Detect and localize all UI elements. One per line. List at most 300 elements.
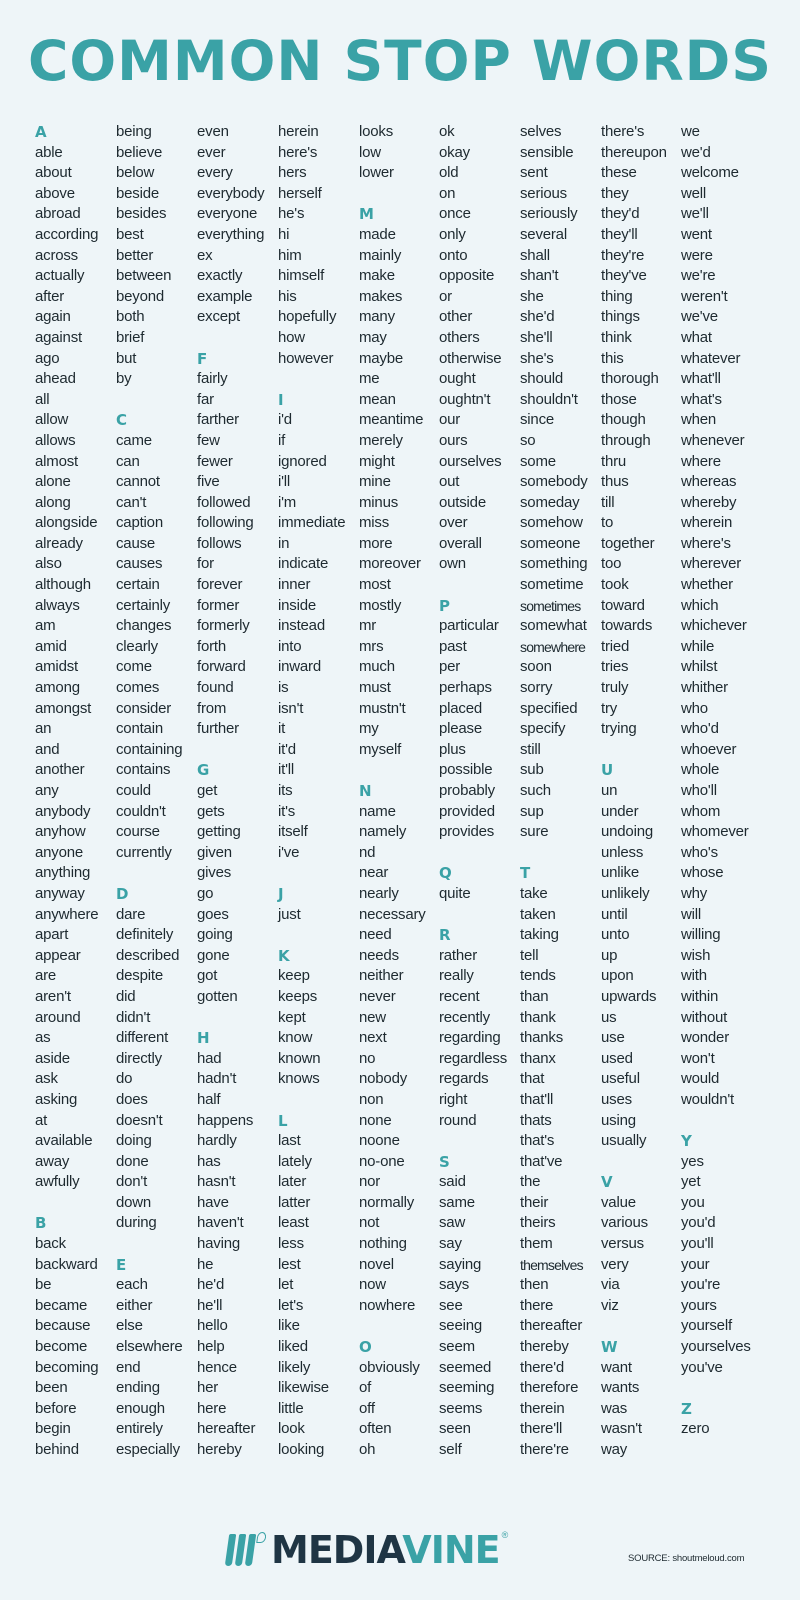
stop-word: had [197,1049,222,1067]
stop-word: too [601,555,622,573]
stop-word: its [278,782,293,799]
stop-word: i'll [278,473,291,491]
stop-word: hers [278,164,307,182]
stop-word: already [35,534,83,552]
stop-word: could [116,782,151,799]
stop-word: goes [197,905,229,923]
stop-word: whom [681,802,721,820]
stop-word: us [601,1008,617,1026]
stop-word: for [197,555,214,573]
stop-word: allows [35,431,76,449]
stop-word: several [520,225,567,243]
stop-word: because [35,1317,91,1335]
stop-word: back [35,1235,66,1253]
stop-word: himself [278,267,325,285]
stop-word: meantime [359,411,424,429]
stop-word: thereupon [601,143,667,161]
stop-word: yours [681,1296,717,1314]
stop-word: couldn't [116,802,166,820]
stop-word: whilst [681,658,718,676]
letter-heading: Z [681,1399,692,1418]
letter-heading: C [116,411,127,430]
word-column [601,122,681,1461]
stop-word: again [35,308,71,326]
stop-word: you [681,1193,705,1211]
stop-word: old [439,164,459,182]
stop-word: specify [520,720,566,738]
stop-word: that'll [520,1090,554,1108]
stop-word: believe [116,143,163,161]
stop-word: he [197,1255,214,1273]
stop-word: moreover [359,555,421,573]
stop-word: i'm [278,493,297,511]
spacer [197,740,278,761]
letter-heading: R [439,926,451,945]
stop-word: whose [681,864,724,882]
stop-word: actually [35,267,85,285]
spacer [35,1193,116,1214]
stop-word: near [359,864,389,882]
stop-word: least [278,1214,309,1232]
stop-word: whether [681,576,733,594]
stop-word: sure [520,823,549,841]
stop-word: selves [520,123,562,140]
stop-word: it'd [278,740,296,758]
stop-word: what's [681,390,722,408]
stop-word: further [197,720,239,738]
stop-word: who [681,699,708,717]
stop-word: with [681,967,707,985]
stop-word: of [359,1379,372,1397]
letter-heading: H [197,1029,210,1048]
stop-word: thru [601,452,627,470]
stop-word: those [601,390,637,408]
stop-word: minus [359,493,399,511]
stop-word: here [197,1399,227,1417]
stop-word: directly [116,1049,162,1067]
stop-word: want [601,1358,632,1376]
stop-word: since [520,411,555,429]
word-column [35,122,116,1461]
spacer [278,1090,359,1111]
stop-word: whichever [681,617,747,635]
stop-word: way [601,1441,628,1458]
spacer [359,184,439,205]
stop-word: he'd [197,1276,225,1294]
stop-word: very [601,1255,629,1273]
stop-word: apart [35,926,69,944]
stop-word: your [681,1255,710,1273]
stop-word: none [359,1111,392,1129]
stop-word: undoing [601,823,653,841]
stop-word: yet [681,1173,701,1191]
stop-word: anyone [35,843,84,861]
stop-word: now [359,1276,386,1294]
source-credit: SOURCE: shoutmeloud.com [628,1553,745,1564]
letter-heading: P [439,596,450,615]
stop-word: how [278,328,305,346]
stop-word: across [35,246,78,264]
stop-word: isn't [278,699,304,717]
stop-word: down [116,1193,152,1211]
stop-word: keeps [278,987,318,1005]
stop-word: following [197,514,254,532]
letter-heading: Y [681,1132,692,1151]
spacer [278,925,359,946]
stop-word: saying [439,1255,482,1273]
stop-word: need [359,926,392,944]
stop-word: me [359,370,380,388]
stop-word: away [35,1152,70,1170]
stop-word: try [601,699,618,717]
letter-heading: J [278,884,284,903]
stop-word: always [35,596,80,614]
stop-word: didn't [116,1008,151,1026]
stop-word: recent [439,987,480,1005]
stop-word: seeming [439,1379,495,1397]
logo-text-vine: VINE [402,1528,500,1572]
stop-word: name [359,802,396,820]
spacer [439,905,520,926]
stop-word: willing [681,926,721,944]
stop-word: behind [35,1441,79,1458]
stop-word: else [116,1317,143,1335]
word-column [681,122,771,1461]
stop-word: seem [439,1338,475,1356]
stop-word: elsewhere [116,1338,183,1356]
stop-word: thing [601,287,633,305]
letter-heading: M [359,205,374,224]
stop-word: they're [601,246,645,264]
stop-word: haven't [197,1214,244,1232]
stop-word: maybe [359,349,404,367]
stop-word: we'll [681,205,709,223]
stop-word: sorry [520,679,553,697]
stop-word: together [601,534,655,552]
stop-word: except [197,308,240,326]
stop-word: welcome [681,164,739,182]
stop-word: ok [439,123,455,140]
stop-word: latter [278,1193,311,1211]
stop-word: normally [359,1193,415,1211]
stop-word: tell [520,946,539,964]
stop-word: that've [520,1152,563,1170]
stop-word: especially [116,1441,180,1458]
stop-word: no [359,1049,376,1067]
stop-word: hereby [197,1441,242,1458]
stop-word: nothing [359,1235,407,1253]
stop-word: zero [681,1420,710,1438]
stop-word: end [116,1358,141,1376]
stop-word: into [278,637,302,655]
stop-word: was [601,1399,628,1417]
stop-word: no-one [359,1152,405,1170]
stop-word: such [520,782,551,799]
stop-word: mrs [359,637,384,655]
stop-word: yes [681,1152,704,1170]
stop-word: causes [116,555,163,573]
stop-word: everyone [197,205,258,223]
stop-word: became [35,1296,88,1314]
stop-word: plus [439,740,466,758]
stop-word: nor [359,1173,381,1191]
stop-word: allow [35,411,69,429]
stop-word: been [35,1379,68,1397]
stop-word: things [601,308,640,326]
spacer [520,843,601,864]
stop-word: theirs [520,1214,556,1232]
stop-word: let's [278,1296,304,1314]
stop-word: seemed [439,1358,492,1376]
stop-word: miss [359,514,390,532]
stop-word: contain [116,720,163,738]
stop-word: have [197,1193,229,1211]
stop-word: does [116,1090,148,1108]
stop-word: wants [601,1379,640,1397]
stop-word: onto [439,246,468,264]
stop-word: while [681,637,715,655]
stop-word: thank [520,1008,556,1026]
stop-word: below [116,164,155,182]
stop-word: described [116,946,180,964]
stop-word: yourself [681,1317,732,1335]
stop-word: perhaps [439,679,492,697]
stop-word: less [278,1235,304,1253]
stop-word: consider [116,699,172,717]
stop-word: round [439,1111,477,1129]
stop-word: fairly [197,370,228,388]
stop-word: weren't [681,287,728,305]
stop-word: ago [35,349,60,367]
stop-word: went [681,225,712,243]
stop-word: according [35,225,99,243]
stop-word: sometime [520,576,584,594]
stop-word: own [439,555,466,573]
stop-word: so [520,431,536,449]
stop-word: once [439,205,471,223]
stop-word: cause [116,534,156,552]
letter-heading: B [35,1214,47,1233]
stop-word: lately [278,1152,312,1170]
stop-word: many [359,308,395,326]
stop-word: where [681,452,721,470]
stop-word: comes [116,679,160,697]
stop-word: herein [278,123,319,140]
stop-word: better [116,246,154,264]
stop-word: appear [35,946,81,964]
stop-word: immediate [278,514,346,532]
stop-word: hi [278,225,290,243]
stop-word: someone [520,534,581,552]
stop-word: made [359,225,396,243]
stop-word: sub [520,761,544,779]
stop-word: last [278,1132,301,1150]
stop-word: there'll [520,1420,563,1438]
stop-word: won't [681,1049,715,1067]
stop-word: about [35,164,72,182]
stop-word: indicate [278,555,329,573]
stop-word: mainly [359,246,402,264]
stop-word: really [439,967,474,985]
stop-word: alongside [35,514,98,532]
stop-word: seems [439,1399,483,1417]
stop-word: might [359,452,395,470]
stop-word: we're [681,267,716,285]
stop-word: may [359,328,387,346]
letter-heading: D [116,884,129,903]
stop-word: think [601,328,632,346]
stop-word: under [601,802,639,820]
stop-word: later [278,1173,307,1191]
word-column [439,122,520,1461]
stop-word: follows [197,534,242,552]
stop-word: whatever [681,349,741,367]
stop-word: upwards [601,987,657,1005]
stop-word: there'd [520,1358,564,1376]
stop-word: why [681,884,708,902]
stop-word: ask [35,1070,58,1088]
stop-word: someday [520,493,580,511]
stop-word: seriously [520,205,578,223]
stop-word: kept [278,1008,306,1026]
stop-word: still [520,740,541,758]
stop-word: whither [681,679,728,697]
stop-word: would [681,1070,720,1088]
stop-word: obviously [359,1358,420,1376]
stop-word: during [116,1214,157,1232]
stop-word: whenever [681,431,745,449]
stop-word: almost [35,452,78,470]
stop-word: are [35,967,57,985]
stop-word: who's [681,843,718,861]
stop-word: changes [116,617,172,635]
stop-word: there [520,1296,554,1314]
stop-word: taken [520,905,556,923]
stop-word: each [116,1276,148,1294]
stop-word: something [520,555,588,573]
stop-word: neither [359,967,404,985]
stop-word: him [278,246,302,264]
stop-word: an [35,720,52,738]
stop-word: make [359,267,395,285]
stop-word: taking [520,926,559,944]
stop-word: when [681,411,717,429]
stop-word: just [278,905,301,923]
stop-word: they [601,184,629,202]
stop-word: alone [35,473,71,491]
letter-heading: S [439,1152,450,1171]
stop-word: doing [116,1132,152,1150]
stop-word: farther [197,411,239,429]
stop-word: anyway [35,884,85,902]
stop-word: till [601,493,615,511]
stop-word: whereas [681,473,737,491]
stop-word: ever [197,143,226,161]
stop-word: nd [359,843,376,861]
stop-word: thanx [520,1049,556,1067]
stop-word: wherein [681,514,733,532]
stop-word: they'll [601,225,638,243]
stop-word: toward [601,596,645,614]
stop-word: hadn't [197,1070,237,1088]
stop-word: cannot [116,473,160,491]
stop-word: quite [439,884,471,902]
stop-word: yourselves [681,1338,751,1356]
stop-word: she [520,287,544,305]
stop-word: shouldn't [520,390,578,408]
stop-word: mine [359,473,391,491]
stop-word: them [520,1235,553,1253]
stop-word: within [681,987,719,1005]
stop-word: contains [116,761,171,779]
stop-word: low [359,143,381,161]
stop-word: above [35,184,75,202]
stop-word: if [278,431,286,449]
stop-word: containing [116,740,183,758]
stop-word: certainly [116,596,171,614]
spacer [278,369,359,390]
stop-word: everything [197,225,265,243]
stop-word: or [439,287,452,305]
stop-word: possible [439,761,493,779]
stop-word: mr [359,617,377,635]
stop-word: only [439,225,466,243]
stop-word: you'll [681,1235,714,1253]
stop-word: anybody [35,802,91,820]
stop-word: opposite [439,267,495,285]
stop-word: here's [278,143,318,161]
stop-word: another [35,761,85,779]
letter-heading: I [278,390,284,409]
stop-word: from [197,699,227,717]
stop-word: abroad [35,205,81,223]
stop-word: dare [116,905,146,923]
stop-word: come [116,658,152,676]
stop-word: self [439,1441,462,1458]
stop-word: she'd [520,308,555,326]
stop-word: take [520,884,548,902]
stop-word: through [601,431,651,449]
stop-word: thats [520,1111,552,1129]
stop-word: sup [520,802,544,820]
stop-word: mostly [359,596,402,614]
stop-word: by [116,370,132,388]
stop-word: we've [681,308,718,326]
stop-word: who'd [681,720,719,738]
stop-word: otherwise [439,349,502,367]
stop-word: versus [601,1235,644,1253]
word-column [359,122,439,1461]
spacer [116,863,197,884]
stop-word: oh [359,1441,376,1458]
stop-word: be [35,1276,52,1294]
stop-word: amongst [35,699,92,717]
stop-word: aside [35,1049,70,1067]
stop-word: this [601,349,624,367]
stop-word: these [601,164,637,182]
stop-word: available [35,1132,93,1150]
stop-word: get [197,782,218,799]
stop-word: came [116,431,152,449]
spacer [116,390,197,411]
stop-word-columns [35,122,771,1461]
stop-word: say [439,1235,462,1253]
spacer [601,1316,681,1337]
stop-word: non [359,1090,384,1108]
stop-word: asking [35,1090,78,1108]
stop-word: wasn't [601,1420,642,1438]
stop-word: nobody [359,1070,408,1088]
